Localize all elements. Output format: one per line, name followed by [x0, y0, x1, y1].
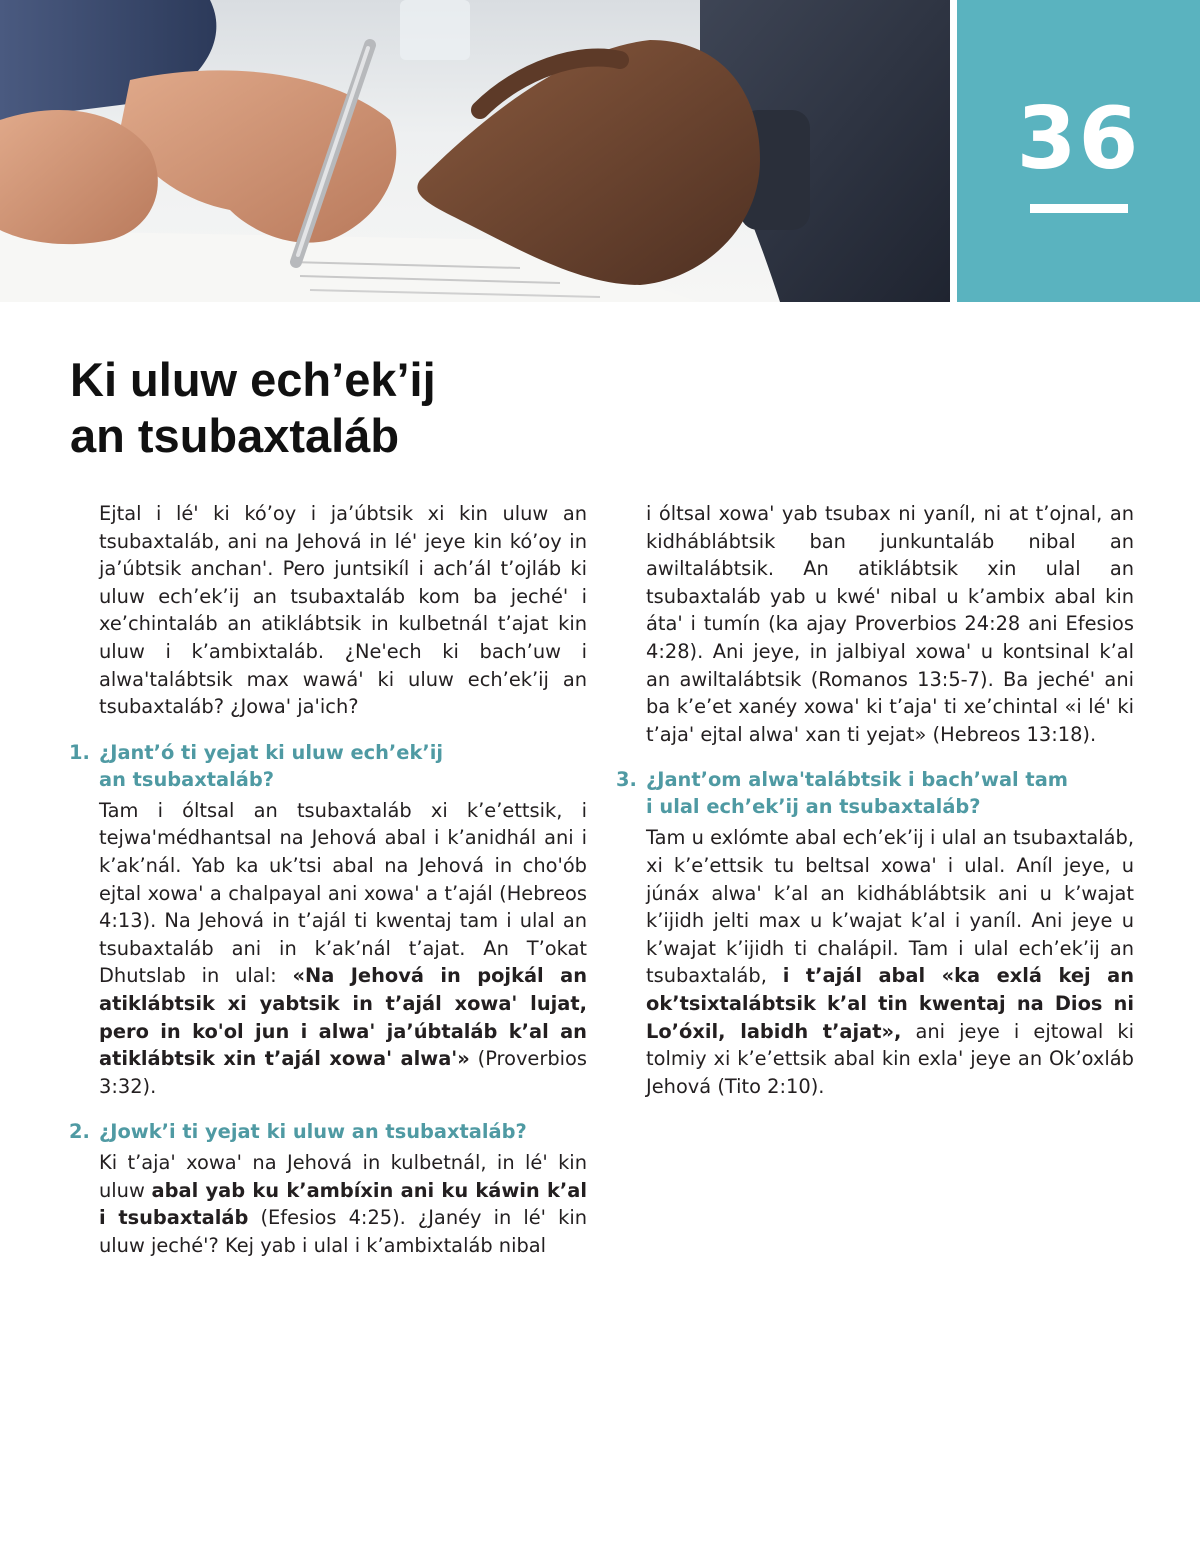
lesson-number: 36 — [1016, 89, 1141, 189]
question-text — [646, 766, 1134, 820]
bold-quote: «Na Jehová in pojkál an atiklábtsik xi yabtsik in t’ajál xowa' lujat, pero in ko'ol jun i alwa' ja’úbtaláb k’al an atiklábtsik xin t’ajál xowa' alwa'» — [99, 964, 587, 1071]
body-text: ani jeye i ejtowal ki tolmiy xi k’e’ettsik abal kin exla' jeye an Ok’oxláb Jehová (Tito 2:10). — [646, 1019, 1134, 1098]
bold-quote: abal yab ku k’ambíxin ani ku káwin k’al i tsubaxtaláb — [99, 1178, 587, 1230]
question-number: 1. — [69, 740, 90, 764]
section-1-paragraph — [99, 797, 587, 1101]
body-text: Tam u exlómte abal ech’ek’ij i ulal an tsubaxtaláb, xi k’e’ettsik tu beltsal xowa' i ulal. Aníl jeye, u júnáx alwa' k’al an kidháblábtsik ani u k’wajat k’ijidh jelti max u k’wajat k’al i yaníl. Ani jeye u k’wajat k’ijidh ti chalápil. Tam i ulal ech’ek’ij an tsubaxtaláb, — [646, 826, 1134, 988]
question-line: i ulal ech’ek’ij an tsubaxtaláb? — [646, 795, 981, 819]
question-number: 3. — [616, 768, 637, 792]
title-line-1: Ki uluw ech’ek’ij — [70, 353, 436, 406]
right-column — [616, 500, 1134, 1100]
lesson-number-underline — [1030, 204, 1128, 213]
left-column — [69, 500, 587, 1260]
body-text: i óltsal xowa' yab tsubax ni yaníl, ni at t’ojnal, an kidháblábtsik ban junkuntaláb nibal an awiltalábtsik. An atiklábtsik xin ulal an tsubaxtaláb yab u kwé' nibal u k’ambix abal kin áta' i tumín (ka ajay Proverbios 24:28 ani Efesios 4:28). Ani jeye, in jalbiyal xowa' u kontsinal k’al an awiltalábtsik (Romanos 13:5-7). Ba jeché' ani ba k’e’et xanéy xowa' ki t’aja' ti xe’chintal «i lé' ki t’aja' ejtal alwa' xan ti yejat» (Hebreos 13:18). — [646, 502, 1134, 746]
question-3-heading — [616, 766, 1134, 820]
question-1-heading — [69, 739, 587, 793]
body-text: Ki t’aja' xowa' na Jehová in kulbetnál, in lé' kin uluw — [99, 1151, 587, 1202]
page-title — [70, 352, 770, 464]
question-number: 2. — [69, 1120, 90, 1144]
question-line: ¿Jant’om alwa'talábtsik i bach’wal tam — [646, 768, 1068, 792]
section-3-paragraph — [646, 824, 1134, 1100]
lesson-number-box — [957, 0, 1200, 302]
intro-paragraph: Ejtal i lé' ki kó’oy i ja’úbtsik xi kin uluw an tsubaxtaláb, ani na Jehová in lé' jeye kin kó’oy in ja’úbtsik anchan'. Pero juntsikíl i ach’ál t’ojláb ki uluw ech’ek’ij an tsubaxtaláb kom ba jeché' i xe’chintaláb an atiklábtsik in kulbetnál t’ajat kin uluw i k’ambixtaláb. ¿Ne'ech ki bach’uw i alwa'talábtsik max wawá' ki uluw ech’ek’ij an tsubaxtaláb? ¿Jowa' ja'ich? — [99, 502, 587, 719]
question-line: ¿Jant’ó ti yejat ki uluw ech’ek’ij — [99, 740, 444, 764]
body-text: (Proverbios 3:32). — [99, 1047, 587, 1098]
handshake-photo-illustration — [0, 0, 950, 302]
bold-quote: i t’ajál abal «ka exlá kej an ok’tsixtalábtsik k’al tin kwentaj na Dios ni Lo’óxil, labidh t’ajat», — [646, 964, 1134, 1043]
title-line-2: an tsubaxtaláb — [70, 409, 400, 462]
section-2-paragraph-part2 — [646, 500, 1134, 748]
hero-photo — [0, 0, 950, 302]
question-2-heading — [69, 1118, 587, 1145]
body-text: (Efesios 4:25). ¿Janéy in lé' kin uluw jeché'? Kej yab i ulal i k’ambixtaláb nibal — [99, 1206, 587, 1258]
section-2-paragraph-part1 — [99, 1149, 587, 1259]
question-text: ¿Jowk’i ti yejat ki uluw an tsubaxtaláb? — [99, 1120, 527, 1144]
question-line: an tsubaxtaláb? — [99, 767, 274, 791]
question-text — [99, 739, 587, 793]
body-text: Tam i óltsal an tsubaxtaláb xi k’e’ettsik, i tejwa'médhantsal na Jehová abal i k’anidhál ani i k’ak’nál. Yab ka uk’tsi abal na Jehová in cho'ób ejtal xowa' a chalpayal ani xowa' a t’ajál (Hebreos 4:13). Na Jehová in t’ajál ti kwentaj tam i ulal an tsubaxtaláb ani in k’ak’nál t’ajat. An T’okat Dhutslab in ulal: — [99, 798, 587, 988]
